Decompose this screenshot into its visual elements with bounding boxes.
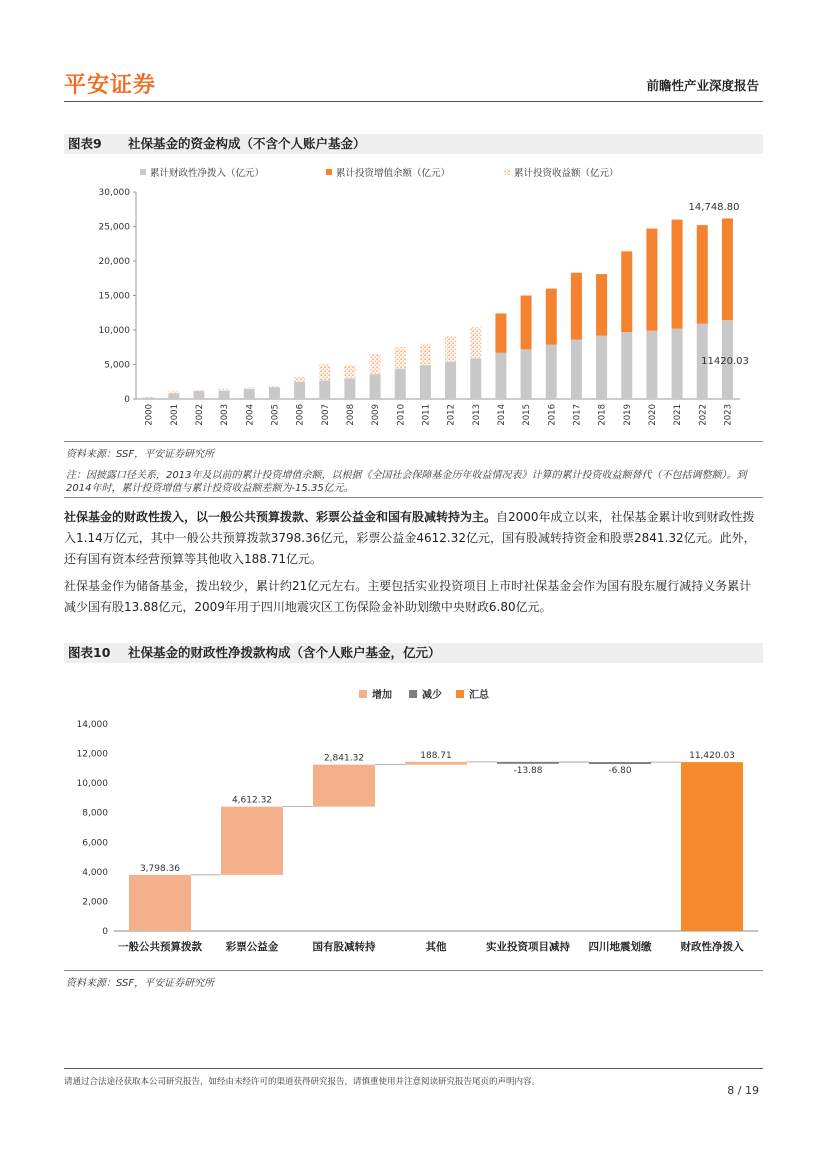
data-label: 3,798.36 bbox=[139, 863, 181, 874]
x-tick-label: 2004 bbox=[245, 404, 256, 426]
y-tick-label: 15,000 bbox=[98, 291, 130, 302]
bar-dots-2004 bbox=[244, 388, 255, 389]
footer-divider bbox=[64, 1068, 763, 1069]
figure9-note: 注：因披露口径关系，2013年及以前的累计投资增值余额，以根据《全国社会保障基金历年收益情况表》计算的累计投资收益额替代（不包括调整额）。到2014年时，累计投资增值与累计投资收益额差额为-15.35亿元。 bbox=[66, 470, 747, 494]
legend-label-increase: 增加 bbox=[372, 690, 392, 701]
y-tick-label: 0 bbox=[124, 395, 130, 405]
waterfall-bar-5 bbox=[589, 762, 651, 764]
y-tick-label: 14,000 bbox=[76, 720, 108, 730]
bar-base-2010 bbox=[395, 369, 406, 399]
x-category-label: 彩票公益金 bbox=[225, 941, 279, 953]
bar-dots-2010 bbox=[395, 347, 406, 368]
figure10-number: 图表10 bbox=[68, 645, 111, 660]
bar-dots-2012 bbox=[445, 336, 456, 362]
annotation-base-2023: 11420.03 bbox=[701, 356, 749, 367]
y-tick-label: 5,000 bbox=[104, 360, 130, 371]
bar-orange-2021 bbox=[672, 220, 683, 329]
paragraph-1 bbox=[64, 507, 763, 570]
x-tick-label: 2001 bbox=[169, 404, 180, 426]
bar-base-2012 bbox=[445, 362, 456, 399]
annotation-total-2023: 14,748.80 bbox=[688, 202, 740, 213]
figure9-title-bar bbox=[64, 134, 763, 154]
y-tick-label: 10,000 bbox=[98, 326, 130, 336]
bar-orange-2015 bbox=[521, 296, 532, 350]
bar-orange-2020 bbox=[646, 229, 657, 331]
waterfall-bar-6 bbox=[681, 762, 743, 931]
bar-base-2007 bbox=[319, 380, 330, 399]
y-tick-label: 2,000 bbox=[82, 897, 108, 908]
chart10 bbox=[64, 670, 763, 965]
legend-label-1: 累计财政性净拨入（亿元） bbox=[150, 168, 265, 179]
legend-swatch-gray bbox=[140, 169, 146, 175]
data-label: 188.71 bbox=[420, 750, 452, 761]
bar-base-2009 bbox=[370, 374, 381, 399]
bar-dots-2009 bbox=[370, 354, 381, 374]
bar-orange-2022 bbox=[697, 225, 708, 324]
figure9-title: 社保基金的资金构成（不含个人账户基金） bbox=[128, 136, 366, 151]
bar-base-2017 bbox=[571, 340, 582, 399]
bar-base-2004 bbox=[244, 389, 255, 399]
waterfall-bar-2 bbox=[313, 765, 375, 807]
paragraph-1-bold: 社保基金的财政性拨入，以一般公共预算拨款、彩票公益金和国有股减转持为主。 bbox=[64, 510, 497, 524]
bar-dots-2008 bbox=[344, 365, 355, 378]
bar-orange-2018 bbox=[596, 274, 607, 335]
data-label: 2,841.32 bbox=[323, 753, 365, 764]
x-tick-label: 2005 bbox=[270, 404, 281, 426]
legend-swatch-orange bbox=[326, 169, 332, 175]
x-tick-label: 2016 bbox=[547, 404, 558, 426]
bar-orange-2023 bbox=[722, 218, 733, 320]
header-divider bbox=[64, 101, 763, 102]
x-tick-label: 2011 bbox=[421, 404, 432, 426]
x-tick-label: 2015 bbox=[522, 404, 533, 426]
y-tick-label: 10,000 bbox=[76, 779, 108, 790]
x-tick-label: 2022 bbox=[698, 404, 709, 426]
legend-label-decrease: 减少 bbox=[422, 690, 442, 701]
bar-dots-2000 bbox=[143, 397, 154, 398]
figure9-source: 资料来源：SSF，平安证券研究所 bbox=[66, 449, 215, 460]
bar-base-2005 bbox=[269, 387, 280, 399]
x-tick-label: 2023 bbox=[723, 404, 734, 426]
bar-base-2001 bbox=[168, 393, 179, 399]
x-tick-label: 2013 bbox=[471, 404, 482, 426]
waterfall-bar-0 bbox=[129, 875, 191, 931]
figure10-title-bar bbox=[64, 643, 763, 663]
legend-swatch-total bbox=[456, 690, 464, 698]
legend-swatch-dots bbox=[504, 169, 510, 175]
bar-base-2021 bbox=[672, 329, 683, 399]
chart10-legend bbox=[359, 688, 490, 701]
bar-base-2018 bbox=[596, 336, 607, 399]
legend-swatch-decrease bbox=[409, 690, 417, 698]
x-tick-label: 2000 bbox=[144, 404, 155, 426]
data-label: 11,420.03 bbox=[689, 751, 735, 762]
x-tick-label: 2009 bbox=[371, 404, 382, 426]
x-category-label: 一般公共预算拨款 bbox=[118, 941, 202, 953]
data-label: 4,612.32 bbox=[231, 795, 273, 806]
y-tick-label: 8,000 bbox=[82, 808, 108, 819]
data-label: -13.88 bbox=[513, 766, 543, 777]
chart9-bars bbox=[143, 218, 733, 399]
bar-base-2014 bbox=[495, 353, 506, 399]
bar-base-2019 bbox=[621, 332, 632, 399]
figure9-number: 图表9 bbox=[68, 136, 102, 151]
data-label: -6.80 bbox=[608, 766, 632, 777]
y-tick-label: 30,000 bbox=[98, 188, 130, 198]
x-tick-label: 2012 bbox=[446, 404, 457, 426]
waterfall-bar-3 bbox=[405, 762, 467, 765]
chart9-legend bbox=[140, 167, 619, 179]
figure9-note-rule bbox=[64, 497, 763, 498]
legend-label-2: 累计投资增值余额（亿元） bbox=[336, 168, 451, 179]
y-tick-label: 25,000 bbox=[98, 222, 130, 233]
legend-label-total: 汇总 bbox=[469, 690, 489, 701]
chart9 bbox=[64, 158, 763, 438]
x-tick-label: 2003 bbox=[220, 404, 231, 426]
x-tick-label: 2018 bbox=[597, 404, 608, 426]
page-number: 8 / 19 bbox=[727, 1084, 759, 1097]
bar-dots-2003 bbox=[219, 389, 230, 391]
waterfall-bar-4 bbox=[497, 762, 559, 764]
x-tick-label: 2010 bbox=[396, 404, 407, 426]
x-tick-label: 2019 bbox=[622, 404, 633, 426]
bar-base-2003 bbox=[219, 391, 230, 399]
bar-base-2015 bbox=[521, 349, 532, 399]
bar-base-2020 bbox=[646, 331, 657, 399]
figure10-source: 资料来源：SSF，平安证券研究所 bbox=[66, 978, 215, 989]
legend-swatch-increase bbox=[359, 690, 367, 698]
brand-logo: 平安证券 bbox=[64, 73, 157, 98]
x-tick-label: 2017 bbox=[572, 404, 583, 426]
x-tick-label: 2021 bbox=[673, 404, 684, 426]
x-tick-label: 2002 bbox=[194, 404, 205, 426]
bar-dots-2002 bbox=[193, 390, 204, 391]
x-tick-label: 2008 bbox=[345, 404, 356, 426]
chart10-bars bbox=[129, 751, 743, 931]
y-tick-label: 0 bbox=[102, 927, 108, 937]
bar-base-2011 bbox=[420, 365, 431, 399]
bar-base-2000 bbox=[143, 398, 154, 399]
waterfall-bar-1 bbox=[221, 807, 283, 875]
y-tick-label: 12,000 bbox=[76, 749, 108, 760]
figure10-bottom-rule bbox=[64, 970, 763, 971]
x-category-label: 财政性净拨入 bbox=[680, 941, 744, 953]
figure9-bottom-rule bbox=[64, 441, 763, 442]
bar-orange-2016 bbox=[546, 289, 557, 345]
x-category-label: 四川地震划缴 bbox=[588, 941, 652, 953]
figure10-title: 社保基金的财政性净拨款构成（含个人账户基金，亿元） bbox=[128, 645, 441, 660]
x-category-label: 其他 bbox=[425, 941, 447, 953]
x-tick-label: 2020 bbox=[647, 404, 658, 426]
legend-label-3: 累计投资收益额（亿元） bbox=[514, 168, 619, 179]
y-tick-label: 20,000 bbox=[98, 257, 130, 267]
bar-dots-2011 bbox=[420, 344, 431, 365]
bar-base-2016 bbox=[546, 344, 557, 399]
bar-orange-2019 bbox=[621, 251, 632, 332]
y-tick-label: 6,000 bbox=[82, 838, 108, 849]
x-tick-label: 2007 bbox=[320, 404, 331, 426]
bar-base-2013 bbox=[470, 358, 481, 399]
bar-orange-2017 bbox=[571, 273, 582, 340]
bar-base-2008 bbox=[344, 378, 355, 399]
bar-dots-2006 bbox=[294, 377, 305, 382]
bar-dots-2007 bbox=[319, 364, 330, 381]
bar-base-2002 bbox=[193, 391, 204, 399]
x-category-label: 国有股减转持 bbox=[312, 941, 376, 953]
paragraph-2: 社保基金作为储备基金，拨出较少，累计约21亿元左右。主要包括实业投资项目上市时社保基金会作为国有股东履行减持义务累计减少国有股13.88亿元，2009年用于四川地震灾区工伤保险金补助划缴中央财政6.80亿元。 bbox=[64, 579, 752, 614]
x-tick-label: 2014 bbox=[496, 404, 507, 426]
report-type: 前瞻性产业深度报告 bbox=[646, 78, 759, 93]
footer-disclaimer: 请通过合法途径获取本公司研究报告，如经由未经许可的渠道获得研究报告，请慎重使用并注意阅读研究报告尾页的声明内容。 bbox=[64, 1077, 541, 1087]
x-category-label: 实业投资项目减持 bbox=[486, 941, 570, 953]
bar-orange-2014 bbox=[495, 313, 506, 352]
bar-dots-2005 bbox=[269, 386, 280, 387]
y-tick-label: 4,000 bbox=[82, 867, 108, 878]
paragraph-1-rest: 自2000年成立以来，社保基金累计收到财政性拨入1.14万亿元，其中一般公共预算拨款3798.36亿元，彩票公益金4612.32亿元，国有股减转持资金和股票2841.32亿元。此外，还有国有资本经营预算等其他收入188.71亿元。 bbox=[64, 510, 756, 566]
bar-dots-2013 bbox=[470, 327, 481, 358]
x-tick-label: 2006 bbox=[295, 404, 306, 426]
bar-dots-2001 bbox=[168, 391, 179, 393]
bar-base-2006 bbox=[294, 382, 305, 399]
